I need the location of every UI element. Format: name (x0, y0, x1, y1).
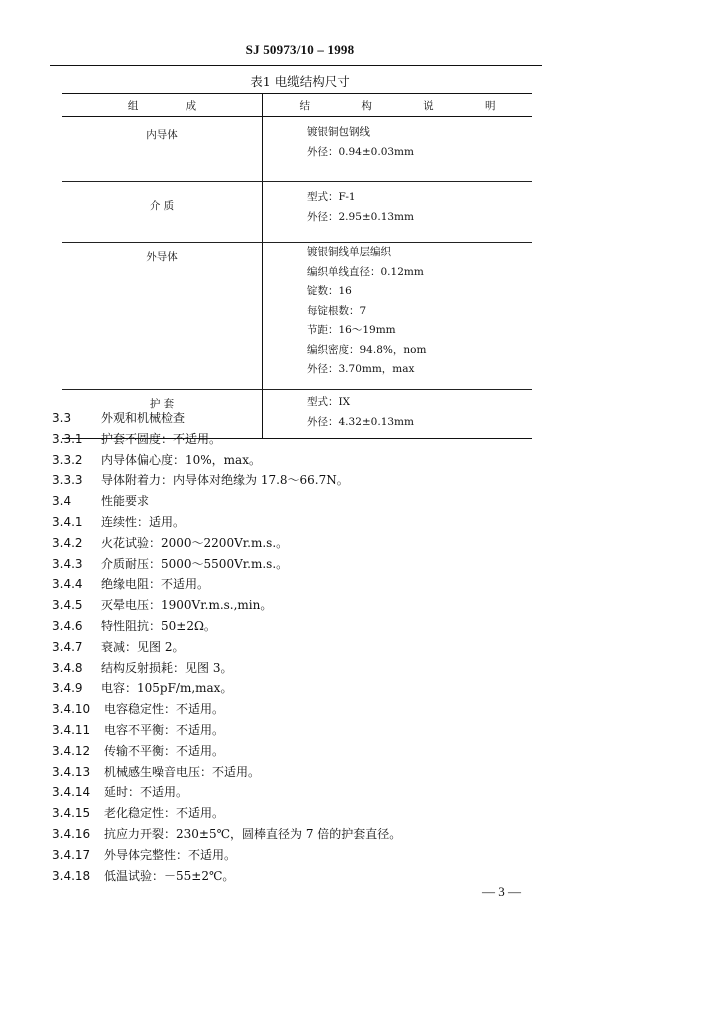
column-header-composition: 组 成 (62, 94, 263, 117)
section-number: 3.4.8 (52, 660, 83, 675)
section-text: 火花试验：2000～2200Vr.m.s.。 (101, 535, 289, 550)
section-text: 外观和机械检查 (101, 411, 186, 425)
section-item (52, 803, 612, 824)
section-number: 3.3.3 (52, 473, 83, 488)
section-text: 低温试验：－55±2℃。 (104, 868, 235, 883)
section-number: 3.4.3 (52, 556, 83, 571)
section-text: 性能要求 (101, 494, 150, 509)
section-number: 3.4.13 (52, 764, 91, 779)
section-item (52, 699, 612, 720)
section-item (52, 616, 612, 637)
section-item (52, 845, 612, 866)
section-number: 3.3.2 (52, 452, 83, 467)
description-line: 编织单线直径：0.12mm (307, 265, 424, 278)
section-text: 电容：105pF/m,max。 (101, 681, 233, 696)
section-number: 3.3.1 (52, 431, 83, 446)
cable-structure-table (62, 93, 532, 439)
column-header-description: 结 构 说 明 (263, 94, 533, 117)
row-description-cell (263, 182, 533, 243)
section-number: 3.4.1 (52, 514, 83, 529)
section-text: 电容稳定性：不适用。 (104, 702, 225, 717)
row-component-cell (62, 117, 263, 182)
row-component-label: 介 质 (149, 200, 175, 212)
section-number: 3.4.11 (52, 722, 91, 737)
row-component-label: 内导体 (146, 129, 178, 141)
section-text: 延时：不适用。 (104, 785, 189, 800)
section-text: 灭晕电压：1900Vr.m.s.,min。 (101, 598, 273, 613)
table-row (62, 182, 532, 243)
section-text: 外导体完整性：不适用。 (104, 847, 237, 862)
section-item (52, 762, 612, 783)
section-number: 3.4.12 (52, 743, 91, 758)
section-text: 衰减：见图 2。 (101, 639, 185, 654)
section-number: 3.4.16 (52, 826, 91, 841)
section-item (52, 866, 612, 887)
section-text: 绝缘电阻：不适用。 (101, 577, 210, 592)
section-item (52, 574, 612, 595)
description-line: 节距：16～19mm (307, 324, 396, 336)
row-component-cell (62, 243, 263, 390)
row-component-cell (62, 182, 263, 243)
section-number: 3.4.18 (52, 868, 91, 883)
section-text: 内导体偏心度：10%，max。 (101, 452, 261, 467)
section-text: 老化稳定性：不适用。 (104, 806, 225, 821)
section-item (52, 512, 612, 533)
section-item (52, 678, 612, 699)
section-item (52, 824, 612, 845)
section-number: 3.4.15 (52, 806, 91, 821)
document-id: SJ 50973/10 – 1998 (245, 42, 355, 57)
section-number: 3.4 (52, 494, 72, 509)
section-text: 导体附着力：内导体对绝缘为 17.8～66.7N。 (101, 473, 349, 488)
description-line: 锭数：16 (307, 285, 352, 297)
description-line: 型式：IX (307, 396, 351, 408)
section-text: 特性阻抗：50±2Ω。 (101, 618, 216, 633)
row-description-cell (263, 243, 533, 390)
section-item (52, 491, 612, 512)
section-item (52, 720, 612, 741)
description-line: 镀银铜包钢线 (307, 126, 370, 138)
section-number: 3.4.7 (52, 639, 83, 654)
table-row (62, 243, 532, 390)
page-number: — 3 — (482, 884, 521, 899)
section-item (52, 658, 612, 679)
description-line: 外径：4.32±0.13mm (307, 415, 414, 428)
table-row (62, 117, 532, 182)
section-text: 传输不平衡：不适用。 (104, 743, 225, 758)
section-number: 3.4.4 (52, 577, 83, 592)
row-description-cell (263, 117, 533, 182)
description-line: 外径：3.70mm，max (307, 363, 415, 375)
section-number: 3.4.17 (52, 847, 91, 862)
section-item (52, 741, 612, 762)
section-text: 结构反射损耗：见图 3。 (101, 660, 233, 675)
section-text: 介质耐压：5000～5500Vr.m.s.。 (101, 556, 289, 571)
requirements-section-list (52, 408, 612, 886)
section-item (52, 595, 612, 616)
section-number: 3.4.5 (52, 598, 83, 613)
section-number: 3.4.14 (52, 785, 91, 800)
section-number: 3.4.10 (52, 702, 91, 717)
section-item (52, 533, 612, 554)
table-title: 表1 电缆结构尺寸 (250, 74, 350, 89)
section-number: 3.4.9 (52, 681, 83, 696)
description-line: 镀银铜线单层编织 (307, 246, 391, 258)
section-text: 抗应力开裂：230±5℃，圆棒直径为 7 倍的护套直径。 (104, 826, 402, 841)
row-component-label: 外导体 (146, 251, 178, 263)
description-line: 编织密度：94.8%，nom (307, 343, 427, 356)
section-number: 3.4.6 (52, 618, 83, 633)
section-item (52, 637, 612, 658)
description-line: 型式：F-1 (307, 191, 356, 203)
table-header-row (62, 94, 532, 117)
section-number: 3.3 (52, 411, 72, 425)
row-component-label: 护 套 (149, 398, 175, 410)
description-line: 每锭根数：7 (307, 304, 367, 317)
section-item (52, 408, 612, 429)
section-text: 护套不圆度：不适用。 (101, 431, 222, 446)
section-item (52, 554, 612, 575)
section-number: 3.4.2 (52, 535, 83, 550)
description-line: 外径：2.95±0.13mm (307, 210, 414, 223)
description-line: 外径：0.94±0.03mm (307, 145, 414, 158)
header-rule (50, 65, 542, 66)
section-item (52, 782, 612, 803)
section-item (52, 450, 612, 471)
section-item (52, 429, 612, 450)
section-text: 连续性：适用。 (101, 514, 186, 529)
section-item (52, 470, 612, 491)
section-text: 电容不平衡：不适用。 (104, 722, 225, 737)
section-text: 机械感生噪音电压：不适用。 (104, 764, 261, 779)
